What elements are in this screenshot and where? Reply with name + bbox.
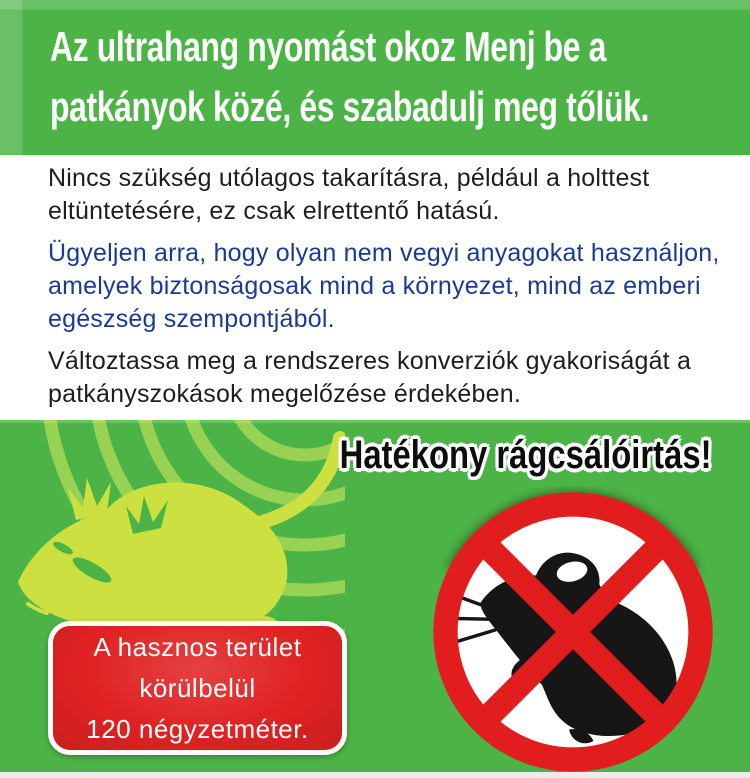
coverage-area-badge — [48, 621, 347, 755]
paragraph-frequency-change — [48, 345, 748, 411]
text-line: patkányszokások megelőzése érdekében. — [48, 380, 521, 408]
text-line: amelyek biztonságosak mind a környezet, mind az emberi — [48, 272, 701, 300]
badge-line: 120 négyzetméter. — [86, 713, 309, 744]
text-line: Változtassa meg a rendszeres konverziók gyakoriságát a — [48, 347, 692, 375]
text-line: eltüntetésére, ez csak elrettentő hatású. — [48, 197, 500, 225]
promo-section — [0, 420, 750, 778]
paragraph-no-cleanup — [48, 162, 748, 228]
no-rats-prohibition-icon — [427, 486, 719, 778]
badge-line: körülbelül — [139, 672, 256, 703]
body-copy — [48, 162, 748, 420]
banner-line-2: patkányok közé, és szabadulj meg tőlük. — [50, 83, 649, 130]
paragraph-non-chemical — [48, 237, 748, 336]
bottom-edge-strip — [0, 772, 750, 778]
promo-headline: Hatékony rágcsálóirtás! — [340, 433, 712, 477]
text-line: egészség szempontjából. — [48, 305, 335, 333]
header-banner — [0, 0, 750, 155]
banner-line-1: Az ultrahang nyomást okoz Menj be a — [50, 23, 607, 70]
badge-line: A hasznos terület — [93, 631, 302, 662]
text-line: Ügyeljen arra, hogy olyan nem vegyi anyagokat használjon, — [48, 239, 720, 267]
text-line: Nincs szükség utólagos takarításra, például a holttest — [48, 164, 650, 192]
